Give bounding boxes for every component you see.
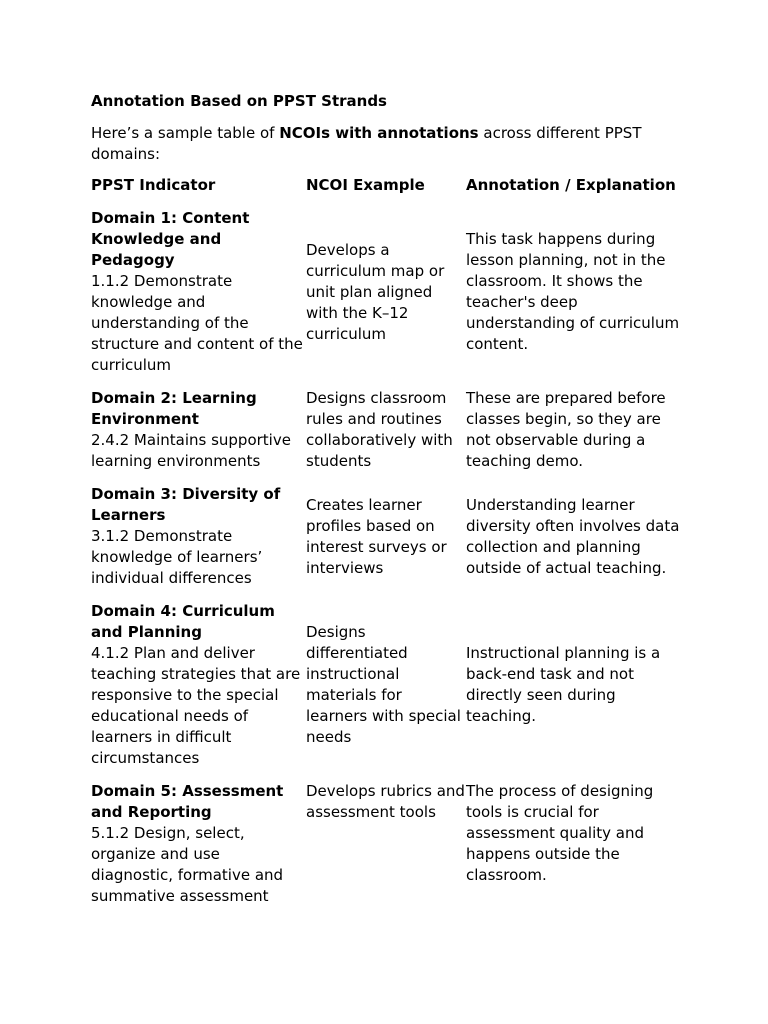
- indicator-text: 5.1.2 Design, select, organize and use diagnostic, formative and summative assessment: [91, 824, 284, 905]
- indicator-cell: [90, 484, 305, 601]
- annotation-cell: Understanding learner diversity often involves data collection and planning outside of actual teaching.: [466, 495, 680, 577]
- annotation-cell: The process of designing tools is crucial for assessment quality and happens outside the classroom.: [466, 782, 654, 884]
- intro-text-before: Here’s a sample table of: [91, 124, 280, 142]
- indicator-cell: [90, 601, 305, 781]
- domain-name: Domain 3: Diversity of Learners: [91, 485, 281, 524]
- annotation-cell: These are prepared before classes begin, so they are not observable during a teaching demo.: [466, 389, 666, 470]
- indicator-text: 3.1.2 Demonstrate knowledge of learners’ individual differences: [91, 527, 263, 587]
- intro-text-after: across different PPST domains:: [91, 124, 642, 163]
- indicator-text: 2.4.2 Maintains supportive learning environments: [91, 431, 291, 470]
- intro-paragraph: [91, 123, 671, 165]
- example-cell: Develops rubrics and assessment tools: [306, 782, 465, 821]
- header-ppst-indicator: PPST Indicator: [91, 176, 216, 194]
- example-cell: Creates learner profiles based on interest surveys or interviews: [306, 495, 447, 577]
- domain-name: Domain 5: Assessment and Reporting: [91, 782, 284, 821]
- domain-name: Domain 1: Content Knowledge and Pedagogy: [91, 209, 250, 269]
- indicator-cell: [90, 388, 305, 484]
- annotation-cell: This task happens during lesson planning, not in the classroom. It shows the teacher's deep understanding of curriculum content.: [466, 230, 680, 353]
- table-row: [90, 781, 690, 919]
- annotation-cell: Instructional planning is a back-end task and not directly seen during teaching.: [466, 644, 661, 725]
- table-row: [90, 208, 690, 388]
- indicator-text: 4.1.2 Plan and deliver teaching strategies that are responsive to the special educational needs of learners in difficult circumstances: [91, 644, 301, 767]
- document-title: Annotation Based on PPST Strands: [91, 92, 387, 110]
- indicator-text: 1.1.2 Demonstrate knowledge and understanding of the structure and content of the curriculum: [91, 272, 303, 374]
- header-ncoi-example: NCOI Example: [306, 176, 425, 194]
- example-cell: Designs classroom rules and routines collaboratively with students: [306, 389, 453, 470]
- example-cell: Develops a curriculum map or unit plan aligned with the K–12 curriculum: [306, 240, 445, 343]
- indicator-cell: [90, 208, 305, 388]
- header-annotation: Annotation / Explanation: [466, 176, 676, 194]
- indicator-cell: [90, 781, 305, 919]
- intro-text-bold: NCOIs with annotations: [279, 124, 479, 142]
- table-row: [90, 484, 690, 601]
- table-row: [90, 601, 690, 781]
- ncoi-table: [90, 174, 690, 919]
- domain-name: Domain 2: Learning Environment: [91, 389, 257, 428]
- example-cell: Designs differentiated instructional materials for learners with special needs: [306, 623, 461, 746]
- table-header-row: [90, 174, 690, 208]
- domain-name: Domain 4: Curriculum and Planning: [91, 602, 275, 641]
- table-row: [90, 388, 690, 484]
